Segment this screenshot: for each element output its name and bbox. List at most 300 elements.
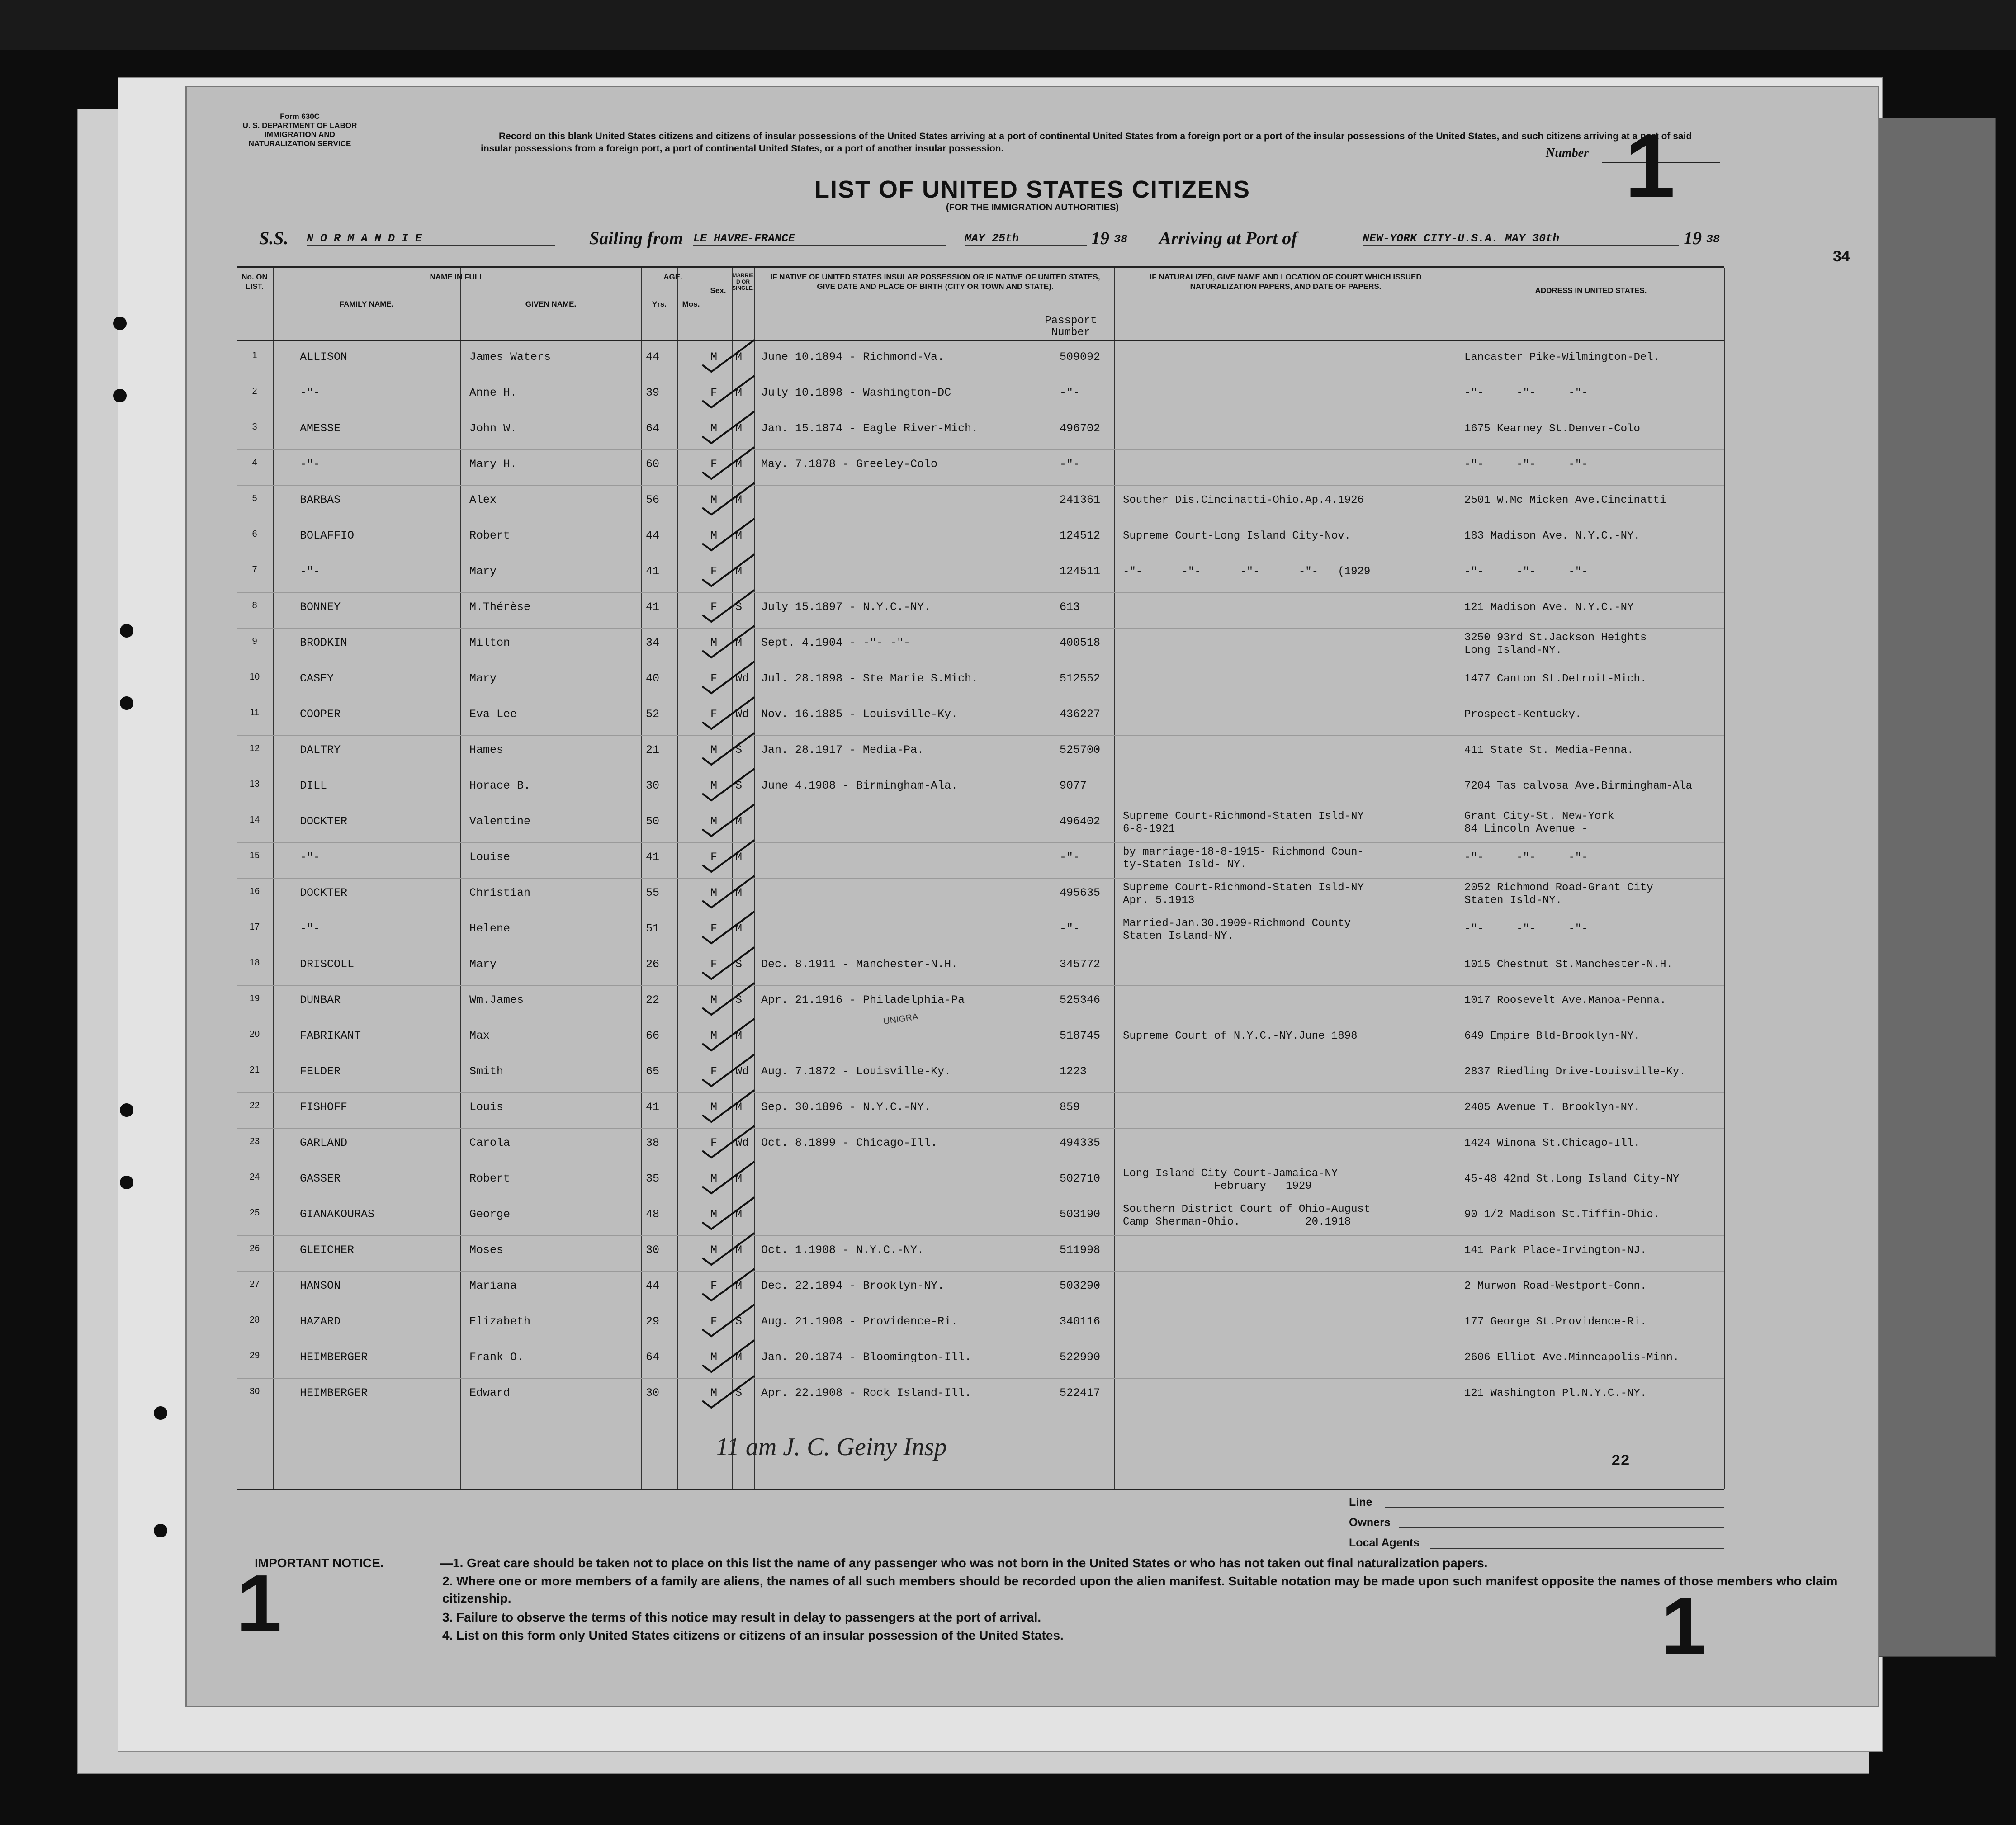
given-name: Mariana	[469, 1279, 517, 1292]
marital-status: S	[735, 600, 743, 614]
marital-status: S	[735, 1315, 743, 1328]
given-name: George	[469, 1208, 511, 1221]
birth-date-place: June 4.1908 - Birmingham-Ala.	[761, 779, 958, 792]
check-mark-icon	[700, 1338, 763, 1374]
marital-status: Wd	[735, 672, 749, 685]
naturalization-info: Supreme Court-Richmond-Staten Isld-NY Apr. 5.1913	[1123, 882, 1364, 907]
birth-date-place: Sep. 30.1896 - N.Y.C.-NY.	[761, 1101, 931, 1114]
us-address: 1477 Canton St.Detroit-Mich.	[1464, 673, 1647, 685]
check-mark-icon	[700, 1267, 763, 1303]
row-number: 7	[252, 565, 257, 575]
birth-date-place: Dec. 8.1911 - Manchester-N.H.	[761, 958, 958, 971]
passport-number: 241361	[1060, 493, 1101, 506]
us-address: 2837 Riedling Drive-Louisville-Ky.	[1464, 1066, 1686, 1078]
sex: M	[710, 350, 718, 364]
age-years: 38	[646, 1136, 660, 1149]
table-row	[237, 664, 1724, 700]
us-address: Lancaster Pike-Wilmington-Del.	[1464, 351, 1660, 364]
table-row	[237, 1235, 1724, 1272]
given-name: Valentine	[469, 815, 531, 828]
birth-date-place: Apr. 21.1916 - Philadelphia-Pa	[761, 993, 965, 1007]
passport-number: 503190	[1060, 1208, 1101, 1221]
marital-status: M	[735, 1208, 743, 1221]
birth-date-place: Dec. 22.1894 - Brooklyn-NY.	[761, 1279, 945, 1292]
family-name: HEIMBERGER	[300, 1351, 368, 1364]
age-years: 26	[646, 958, 660, 971]
naturalization-info: Married-Jan.30.1909-Richmond County Staten Island-NY.	[1123, 917, 1351, 942]
line-label: Line	[1349, 1496, 1372, 1508]
binder-hole	[154, 1524, 167, 1537]
marital-status: M	[735, 565, 743, 578]
ship-label: S.S.	[259, 228, 289, 248]
marital-status: M	[735, 1351, 743, 1364]
passport-number: 522990	[1060, 1351, 1101, 1364]
header-family-name: FAMILY NAME.	[339, 300, 394, 308]
family-name: -"-	[300, 386, 321, 399]
row-number: 28	[249, 1315, 260, 1325]
adjacent-page-edge	[1877, 118, 1996, 1657]
passport-number: 511998	[1060, 1243, 1101, 1257]
passport-number: 613	[1060, 600, 1080, 614]
local-agents-label: Local Agents	[1349, 1537, 1420, 1549]
family-name: BARBAS	[300, 493, 341, 506]
age-years: 30	[646, 1243, 660, 1257]
age-years: 44	[646, 529, 660, 542]
sex: F	[710, 565, 718, 578]
naturalization-info: Long Island City Court-Jamaica-NY February 1929	[1123, 1168, 1338, 1192]
row-number: 11	[250, 708, 260, 718]
naturalization-info: Supreme Court-Richmond-Staten Isld-NY 6-8-1921	[1123, 810, 1364, 835]
table-row	[237, 378, 1724, 414]
sex: M	[710, 1351, 718, 1364]
scan-top-strip	[0, 0, 2016, 50]
given-name: Eva Lee	[469, 708, 517, 721]
family-name: DRISCOLL	[300, 958, 355, 971]
age-years: 41	[646, 1101, 660, 1114]
owners-label: Owners	[1349, 1516, 1391, 1529]
table-row	[237, 592, 1724, 629]
marital-status: Wd	[735, 1136, 749, 1149]
us-address: 177 George St.Providence-Ri.	[1464, 1316, 1647, 1328]
given-name: Frank O.	[469, 1351, 524, 1364]
age-years: 35	[646, 1172, 660, 1185]
marital-status: M	[735, 1029, 743, 1042]
given-name: Wm.James	[469, 993, 524, 1007]
passport-number: 522417	[1060, 1386, 1101, 1399]
check-mark-icon	[700, 624, 763, 660]
check-mark-icon	[700, 659, 763, 695]
passport-number: -"-	[1060, 851, 1080, 864]
given-name: Smith	[469, 1065, 504, 1078]
naturalization-info: Southern District Court of Ohio-August Camp Sherman-Ohio. 20.1918	[1123, 1203, 1371, 1228]
sex: M	[710, 1101, 718, 1114]
marital-status: M	[735, 493, 743, 506]
row-number: 25	[249, 1208, 260, 1218]
row-number: 13	[249, 779, 260, 789]
sex: M	[710, 815, 718, 828]
age-years: 64	[646, 422, 660, 435]
table-row	[237, 1200, 1724, 1236]
birth-date-place: Jan. 20.1874 - Bloomington-Ill.	[761, 1351, 972, 1364]
passport-number: 518745	[1060, 1029, 1101, 1042]
binder-hole	[113, 389, 127, 402]
given-name: Elizabeth	[469, 1315, 531, 1328]
important-notice-1: —1. Great care should be taken not to place on this list the name of any passenger who was not born in the United States or who has not taken out final naturalization papers.	[440, 1556, 1488, 1570]
family-name: DUNBAR	[300, 993, 341, 1007]
header-age: AGE.	[663, 273, 682, 281]
us-address: -"- -"- -"-	[1464, 923, 1588, 935]
family-name: FABRIKANT	[300, 1029, 361, 1042]
sex: F	[710, 1279, 718, 1292]
sex: M	[710, 1208, 718, 1221]
passport-number: 496702	[1060, 422, 1101, 435]
marital-status: M	[735, 851, 743, 864]
binder-hole	[120, 1176, 133, 1189]
row-number: 8	[252, 600, 257, 610]
arriving-year: 38	[1706, 233, 1720, 246]
table-row	[237, 449, 1724, 486]
given-name: Carola	[469, 1136, 511, 1149]
given-name: Milton	[469, 636, 511, 649]
row-number: 27	[249, 1279, 260, 1289]
check-mark-icon	[700, 695, 763, 731]
age-years: 44	[646, 350, 660, 364]
passport-number: 503290	[1060, 1279, 1101, 1292]
passport-number: 9077	[1060, 779, 1087, 792]
passport-number: 494335	[1060, 1136, 1101, 1149]
passport-number: 400518	[1060, 636, 1101, 649]
check-mark-icon	[700, 838, 763, 874]
check-mark-icon	[700, 374, 763, 410]
us-address: 2 Murwon Road-Westport-Conn.	[1464, 1280, 1647, 1292]
family-name: HEIMBERGER	[300, 1386, 368, 1399]
row-number: 16	[249, 886, 260, 896]
marital-status: S	[735, 1386, 743, 1399]
us-address: 2405 Avenue T. Brooklyn-NY.	[1464, 1102, 1640, 1114]
sex: M	[710, 493, 718, 506]
row-number: 23	[249, 1136, 260, 1146]
birth-date-place: Jan. 28.1917 - Media-Pa.	[761, 743, 924, 756]
check-mark-icon	[700, 1052, 763, 1088]
table-row	[237, 1164, 1724, 1200]
table-row	[237, 771, 1724, 807]
marital-status: M	[735, 350, 743, 364]
marital-status: Wd	[735, 1065, 749, 1078]
given-name: Mary	[469, 565, 497, 578]
row-number: 26	[249, 1243, 260, 1253]
binder-hole	[120, 624, 133, 638]
header-native: IF NATIVE OF UNITED STATES INSULAR POSSESSION OR IF NATIVE OF UNITED STATES, GIVE DATE AND PLACE OF BIRTH (CITY OR TOWN AND STATE).	[770, 273, 1100, 291]
given-name: Horace B.	[469, 779, 531, 792]
family-name: CASEY	[300, 672, 334, 685]
service-name: IMMIGRATION AND NATURALIZATION SERVICE	[248, 130, 351, 148]
important-notice-4: 4. List on this form only United States citizens or citizens of an insular possession of the United States.	[442, 1628, 1064, 1642]
manifest-sheet	[185, 86, 1879, 1707]
birth-date-place: Jan. 15.1874 - Eagle River-Mich.	[761, 422, 979, 435]
family-name: FISHOFF	[300, 1101, 348, 1114]
age-years: 30	[646, 1386, 660, 1399]
family-name: COOPER	[300, 708, 341, 721]
family-name: FELDER	[300, 1065, 341, 1078]
age-years: 21	[646, 743, 660, 756]
us-address: -"- -"- -"-	[1464, 851, 1588, 864]
check-mark-icon	[700, 945, 763, 981]
birth-date-place: Nov. 16.1885 - Louisville-Ky.	[761, 708, 958, 721]
us-address: 183 Madison Ave. N.Y.C.-NY.	[1464, 530, 1640, 542]
check-mark-icon	[700, 1088, 763, 1124]
given-name: James Waters	[469, 350, 551, 364]
header-married: MARRIED OR SINGLE.	[732, 272, 754, 291]
check-mark-icon	[700, 588, 763, 624]
number-label: Number	[1546, 146, 1589, 160]
sex: F	[710, 958, 718, 971]
family-name: AMESSE	[300, 422, 341, 435]
sex: M	[710, 529, 718, 542]
sex: F	[710, 600, 718, 614]
marital-status: S	[735, 743, 743, 756]
family-name: -"-	[300, 565, 321, 578]
passport-number: 496402	[1060, 815, 1101, 828]
age-years: 40	[646, 672, 660, 685]
sex: M	[710, 1029, 718, 1042]
passport-number: 512552	[1060, 672, 1101, 685]
family-name: GLEICHER	[300, 1243, 355, 1257]
table-row	[237, 414, 1724, 450]
table-row	[237, 1021, 1724, 1057]
check-mark-icon	[700, 1017, 763, 1053]
age-years: 52	[646, 708, 660, 721]
given-name: Max	[469, 1029, 490, 1042]
check-mark-icon	[700, 766, 763, 803]
us-address: 1424 Winona St.Chicago-Ill.	[1464, 1137, 1640, 1149]
us-address: 649 Empire Bld-Brooklyn-NY.	[1464, 1030, 1640, 1042]
sailing-from: LE HAVRE-FRANCE	[693, 232, 946, 246]
family-name: ALLISON	[300, 350, 348, 364]
important-notice-3: 3. Failure to observe the terms of this notice may result in delay to passengers at the port of arrival.	[442, 1610, 1041, 1624]
given-name: Anne H.	[469, 386, 517, 399]
marital-status: M	[735, 422, 743, 435]
table-row	[237, 521, 1724, 557]
given-name: M.Thérèse	[469, 600, 531, 614]
age-years: 55	[646, 886, 660, 899]
age-years: 30	[646, 779, 660, 792]
sex: M	[710, 743, 718, 756]
birth-date-place: Oct. 8.1899 - Chicago-Ill.	[761, 1136, 938, 1149]
us-address: 121 Madison Ave. N.Y.C.-NY	[1464, 601, 1634, 614]
sex: F	[710, 708, 718, 721]
marital-status: M	[735, 386, 743, 399]
marital-status: M	[735, 1243, 743, 1257]
family-name: DILL	[300, 779, 327, 792]
family-name: DOCKTER	[300, 815, 348, 828]
table-row	[237, 485, 1724, 521]
row-number: 9	[252, 636, 257, 646]
family-name: HANSON	[300, 1279, 341, 1292]
row-number: 15	[249, 851, 260, 860]
given-name: Christian	[469, 886, 531, 899]
marital-status: M	[735, 529, 743, 542]
age-years: 41	[646, 600, 660, 614]
sex: F	[710, 1136, 718, 1149]
passport-number: 340116	[1060, 1315, 1101, 1328]
sheet-number: 34	[1833, 248, 1850, 265]
birth-date-place: May. 7.1878 - Greeley-Colo	[761, 458, 938, 471]
family-name: BOLAFFIO	[300, 529, 355, 542]
family-name: -"-	[300, 458, 321, 471]
us-address: 1675 Kearney St.Denver-Colo	[1464, 423, 1640, 435]
row-number: 21	[249, 1065, 260, 1075]
check-mark-icon	[700, 1195, 763, 1231]
sex: F	[710, 386, 718, 399]
birth-date-place: Apr. 22.1908 - Rock Island-Ill.	[761, 1386, 972, 1399]
line-field	[1385, 1507, 1724, 1508]
passport-number: -"-	[1060, 458, 1080, 471]
check-mark-icon	[700, 731, 763, 767]
table-row	[237, 1092, 1724, 1129]
sex: M	[710, 1243, 718, 1257]
given-name: Hames	[469, 743, 504, 756]
table-row	[237, 1343, 1724, 1379]
given-name: Edward	[469, 1386, 511, 1399]
arriving-port: NEW-YORK CITY-U.S.A. MAY 30th	[1363, 232, 1679, 246]
us-address: 411 State St. Media-Penna.	[1464, 744, 1634, 756]
table-row	[237, 557, 1724, 593]
sex: F	[710, 458, 718, 471]
table-row	[237, 700, 1724, 736]
check-mark-icon	[700, 981, 763, 1017]
given-name: John W.	[469, 422, 517, 435]
passport-number: 124512	[1060, 529, 1101, 542]
marital-status: M	[735, 815, 743, 828]
sex: F	[710, 672, 718, 685]
marital-status: S	[735, 958, 743, 971]
sex: F	[710, 851, 718, 864]
us-address: 141 Park Place-Irvington-NJ.	[1464, 1244, 1647, 1257]
us-address: 2052 Richmond Road-Grant City Staten Isld-NY.	[1464, 882, 1653, 907]
binder-hole	[154, 1406, 167, 1420]
age-years: 60	[646, 458, 660, 471]
table-row	[237, 842, 1724, 879]
marital-status: M	[735, 1172, 743, 1185]
sex: M	[710, 1172, 718, 1185]
row-number: 22	[249, 1101, 260, 1111]
check-mark-icon	[700, 409, 763, 445]
owners-field	[1399, 1527, 1724, 1528]
row-number: 1	[252, 350, 257, 360]
table-row	[237, 807, 1724, 843]
us-address: 121 Washington Pl.N.Y.C.-NY.	[1464, 1387, 1647, 1399]
passport-number: 124511	[1060, 565, 1101, 578]
marital-status: M	[735, 1279, 743, 1292]
family-name: GARLAND	[300, 1136, 348, 1149]
form-department-block	[237, 112, 363, 148]
check-mark-icon	[700, 516, 763, 553]
local-agents-field	[1430, 1548, 1724, 1549]
sex: F	[710, 1065, 718, 1078]
age-years: 34	[646, 636, 660, 649]
arriving-label: Arriving at Port of	[1159, 228, 1297, 248]
family-name: -"-	[300, 851, 321, 864]
header-no: No. ON LIST.	[241, 273, 268, 291]
table-row	[237, 735, 1724, 771]
check-mark-icon	[700, 445, 763, 481]
given-name: Robert	[469, 529, 511, 542]
passport-number: 495635	[1060, 886, 1101, 899]
family-name: GASSER	[300, 1172, 341, 1185]
marital-status: M	[735, 1101, 743, 1114]
year-prefix-2: 19	[1684, 228, 1702, 248]
sex: M	[710, 422, 718, 435]
count-total: 22	[1611, 1453, 1630, 1470]
row-number: 29	[249, 1351, 260, 1361]
binder-hole	[120, 1103, 133, 1117]
us-address: 1017 Roosevelt Ave.Manoa-Penna.	[1464, 994, 1666, 1007]
given-name: Moses	[469, 1243, 504, 1257]
header-given-name: GIVEN NAME.	[525, 300, 577, 308]
row-number: 3	[252, 422, 257, 432]
check-mark-icon	[700, 802, 763, 838]
table-row	[237, 628, 1724, 664]
birth-date-place: June 10.1894 - Richmond-Va.	[761, 350, 945, 364]
passport-number: -"-	[1060, 386, 1080, 399]
sailing-date: MAY 25th	[965, 232, 1087, 246]
binder-hole	[113, 317, 127, 330]
given-name: Robert	[469, 1172, 511, 1185]
number-value: 1	[1625, 116, 1675, 217]
family-name: BRODKIN	[300, 636, 348, 649]
marital-status: S	[735, 993, 743, 1007]
family-name: -"-	[300, 922, 321, 935]
handwritten-signature: 11 am J. C. Geiny Insp	[716, 1433, 947, 1461]
us-address: -"- -"- -"-	[1464, 459, 1588, 471]
marital-status: Wd	[735, 708, 749, 721]
table-row	[237, 1307, 1724, 1343]
passport-number: 1223	[1060, 1065, 1087, 1078]
us-address: 3250 93rd St.Jackson Heights Long Island-NY.	[1464, 632, 1647, 657]
sex: M	[710, 886, 718, 899]
family-name: HAZARD	[300, 1315, 341, 1328]
header-name-in-full: NAME IN FULL	[430, 273, 484, 281]
row-number: 10	[249, 672, 260, 682]
age-years: 66	[646, 1029, 660, 1042]
us-address: 7204 Tas calvosa Ave.Birmingham-Ala	[1464, 780, 1693, 792]
header-naturalized: IF NATURALIZED, GIVE NAME AND LOCATION OF COURT WHICH ISSUED NATURALIZATION PAPERS, AND DATE OF PAPERS.	[1150, 273, 1422, 291]
age-years: 56	[646, 493, 660, 506]
age-years: 48	[646, 1208, 660, 1221]
birth-date-place: Oct. 1.1908 - N.Y.C.-NY.	[761, 1243, 924, 1257]
passport-number: 509092	[1060, 350, 1101, 364]
marital-status: M	[735, 922, 743, 935]
table-row	[237, 950, 1724, 986]
age-years: 29	[646, 1315, 660, 1328]
check-mark-icon	[700, 1159, 763, 1196]
check-mark-icon	[700, 1124, 763, 1160]
table-row	[237, 985, 1724, 1021]
row-number: 20	[249, 1029, 260, 1039]
family-name: BONNEY	[300, 600, 341, 614]
sailing-label: Sailing from	[589, 228, 683, 248]
sailing-year: 38	[1114, 233, 1128, 246]
us-address: 45-48 42nd St.Long Island City-NY	[1464, 1173, 1680, 1185]
header-rule	[237, 340, 1724, 341]
row-number: 5	[252, 493, 257, 503]
age-years: 41	[646, 851, 660, 864]
birth-date-place: Aug. 7.1872 - Louisville-Ky.	[761, 1065, 951, 1078]
given-name: Mary	[469, 672, 497, 685]
check-mark-icon	[700, 1231, 763, 1267]
header-address: ADDRESS IN UNITED STATES.	[1535, 286, 1647, 295]
family-name: GIANAKOURAS	[300, 1208, 375, 1221]
